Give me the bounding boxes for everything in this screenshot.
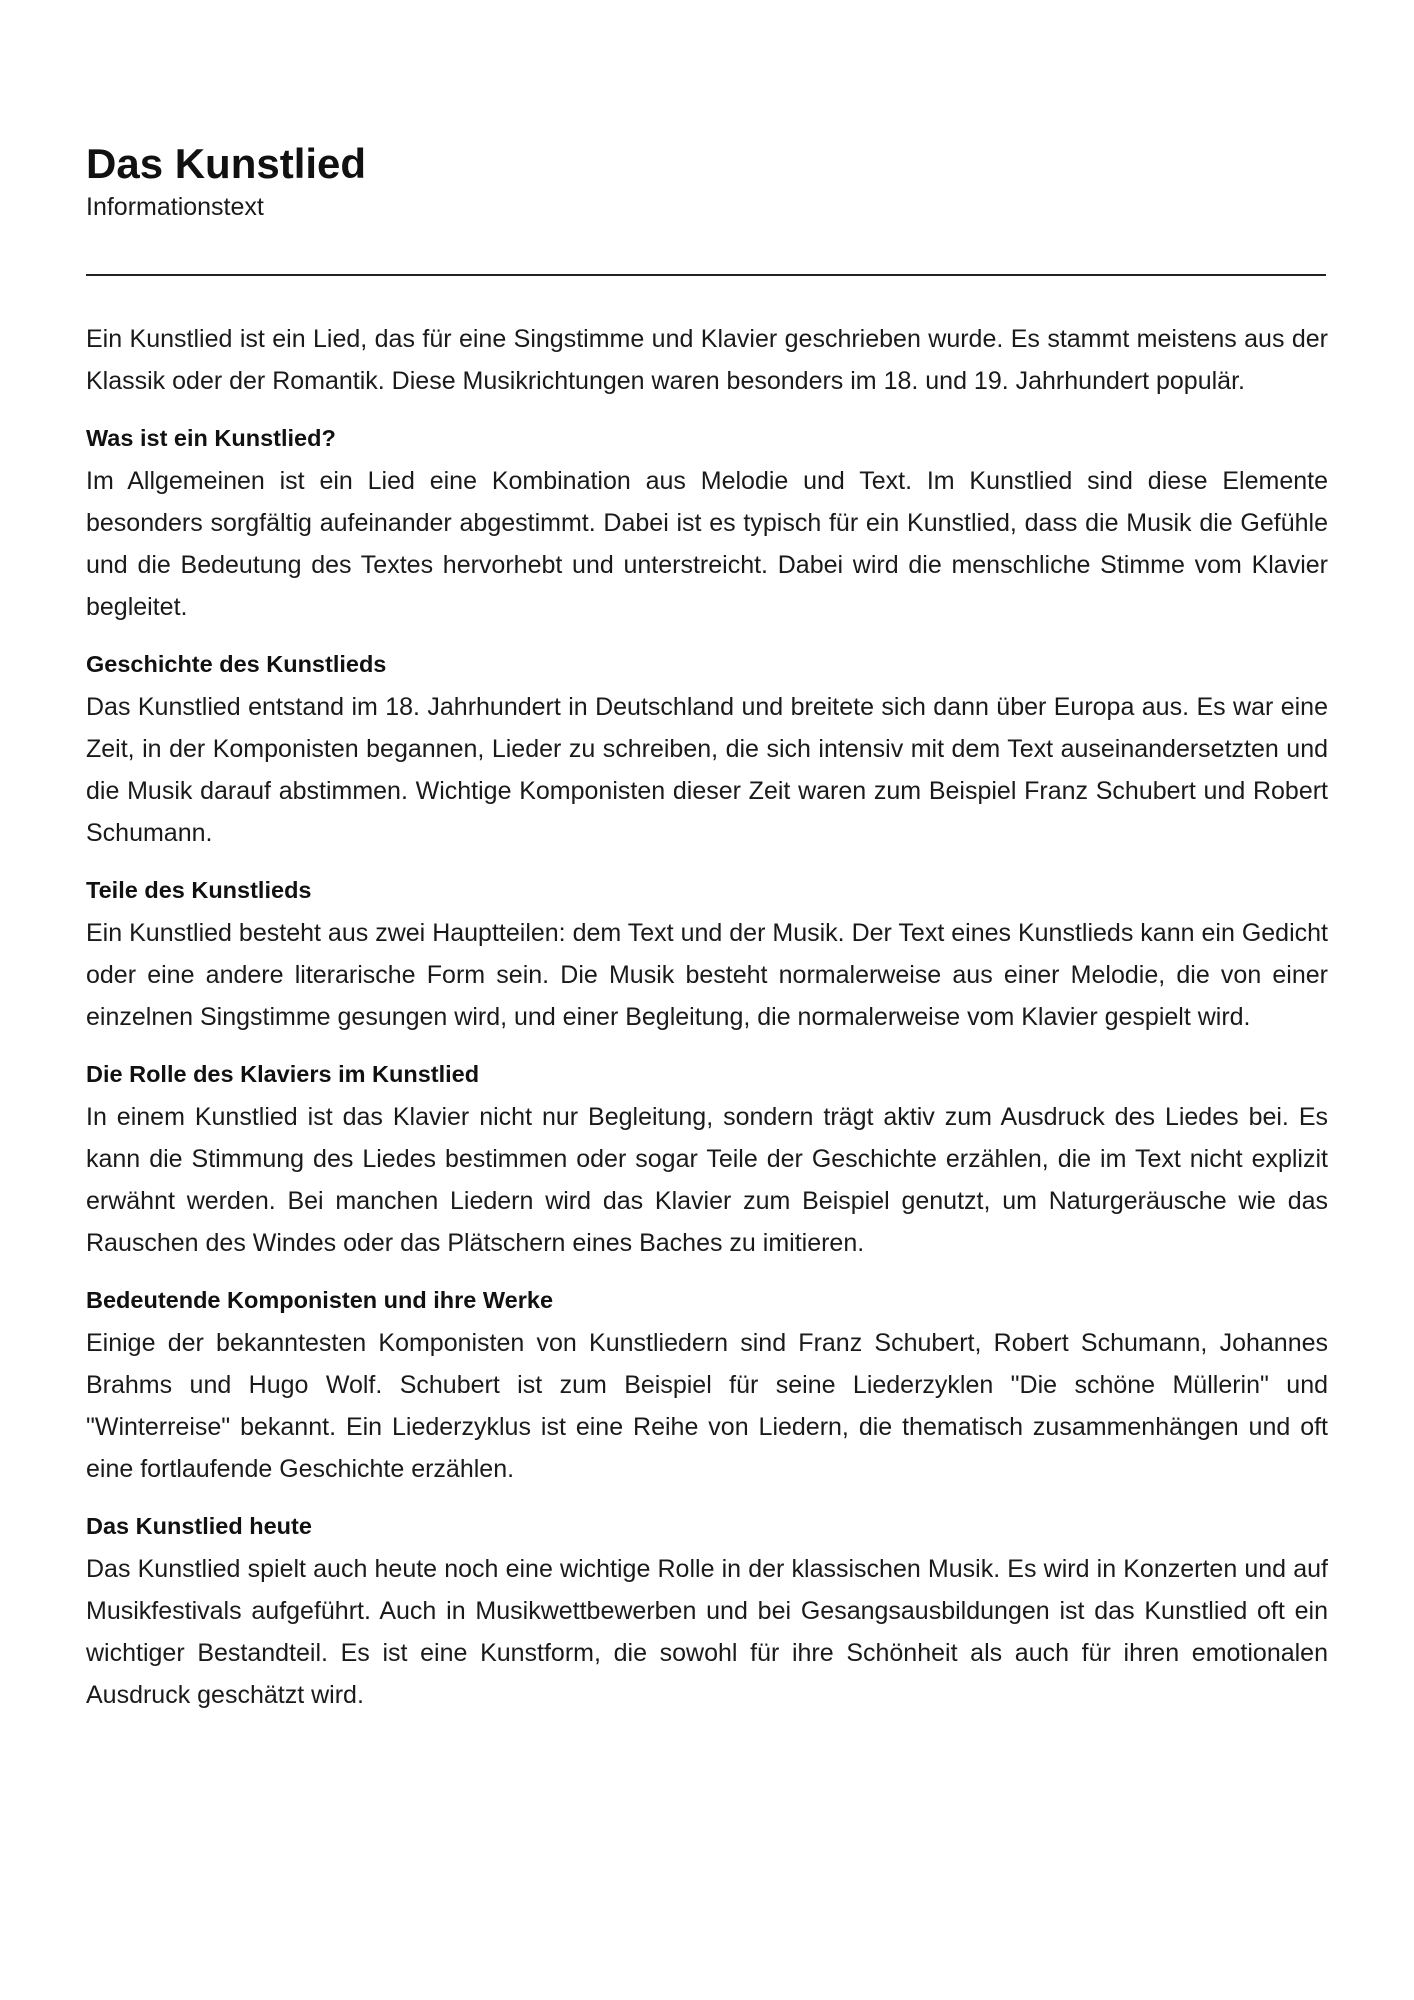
intro-paragraph: Ein Kunstlied ist ein Lied, das für eine Singstimme und Klavier geschrieben wurde. Es stammt meistens aus der Klassik oder der Romantik. Diese Musikrichtungen waren besonders im 18. und 19. Jahrhundert populär. (86, 325, 1328, 395)
section-komponisten (86, 1280, 1328, 1490)
section-paragraph: Das Kunstlied spielt auch heute noch eine wichtige Rolle in der klassischen Musik. Es wird in Konzerten und auf Musikfestivals aufgeführt. Auch in Musikwettbewerben und bei Gesangsausbildungen ist das Kunstlied oft ein wichtiger Bestandteil. Es ist eine Kunstform, die sowohl für ihre Schönheit als auch für ihren emotionalen Ausdruck geschätzt wird. (86, 1555, 1328, 1709)
section-heading: Geschichte des Kunstlieds (86, 651, 387, 677)
section-heading: Das Kunstlied heute (86, 1513, 312, 1539)
section-paragraph: Das Kunstlied entstand im 18. Jahrhundert in Deutschland und breitete sich dann über Europa aus. Es war eine Zeit, in der Komponisten begannen, Lieder zu schreiben, die sich intensiv mit dem Text auseinandersetzten und die Musik darauf abstimmen. Wichtige Komponisten dieser Zeit waren zum Beispiel Franz Schubert und Robert Schumann. (86, 693, 1328, 847)
document-title: Das Kunstlied (86, 140, 367, 187)
document-subtitle: Informationstext (86, 193, 264, 221)
section-was-ist-ein-kunstlied (86, 418, 1328, 628)
section-geschichte (86, 644, 1328, 854)
section-heute (86, 1506, 1328, 1716)
section-rolle-des-klaviers (86, 1054, 1328, 1264)
section-teile (86, 870, 1328, 1038)
section-heading: Was ist ein Kunstlied? (86, 425, 336, 451)
section-paragraph: Einige der bekanntesten Komponisten von Kunstliedern sind Franz Schubert, Robert Schumann, Johannes Brahms und Hugo Wolf. Schubert ist zum Beispiel für seine Liederzyklen "Die schöne Müllerin" und "Winterreise" bekannt. Ein Liederzyklus ist eine Reihe von Liedern, die thematisch zusammenhängen und oft eine fortlaufende Geschichte erzählen. (86, 1329, 1328, 1483)
intro-section (86, 318, 1328, 402)
section-heading: Die Rolle des Klaviers im Kunstlied (86, 1061, 480, 1087)
section-paragraph: Im Allgemeinen ist ein Lied eine Kombination aus Melodie und Text. Im Kunstlied sind diese Elemente besonders sorgfältig aufeinander abgestimmt. Dabei ist es typisch für ein Kunstlied, dass die Musik die Gefühle und die Bedeutung des Textes hervorhebt und unterstreicht. Dabei wird die menschliche Stimme vom Klavier begleitet. (86, 467, 1328, 621)
section-heading: Bedeutende Komponisten und ihre Werke (86, 1287, 554, 1313)
title-divider (86, 274, 1326, 276)
section-paragraph: In einem Kunstlied ist das Klavier nicht nur Begleitung, sondern trägt aktiv zum Ausdruck des Liedes bei. Es kann die Stimmung des Liedes bestimmen oder sogar Teile der Geschichte erzählen, die im Text nicht explizit erwähnt werden. Bei manchen Liedern wird das Klavier zum Beispiel genutzt, um Naturgeräusche wie das Rauschen des Windes oder das Plätschern eines Baches zu imitieren. (86, 1103, 1328, 1257)
section-paragraph: Ein Kunstlied besteht aus zwei Hauptteilen: dem Text und der Musik. Der Text eines Kunstlieds kann ein Gedicht oder eine andere literarische Form sein. Die Musik besteht normalerweise aus einer Melodie, die von einer einzelnen Singstimme gesungen wird, und einer Begleitung, die normalerweise vom Klavier gespielt wird. (86, 919, 1328, 1031)
document-page (86, 138, 1328, 1716)
section-heading: Teile des Kunstlieds (86, 877, 312, 903)
